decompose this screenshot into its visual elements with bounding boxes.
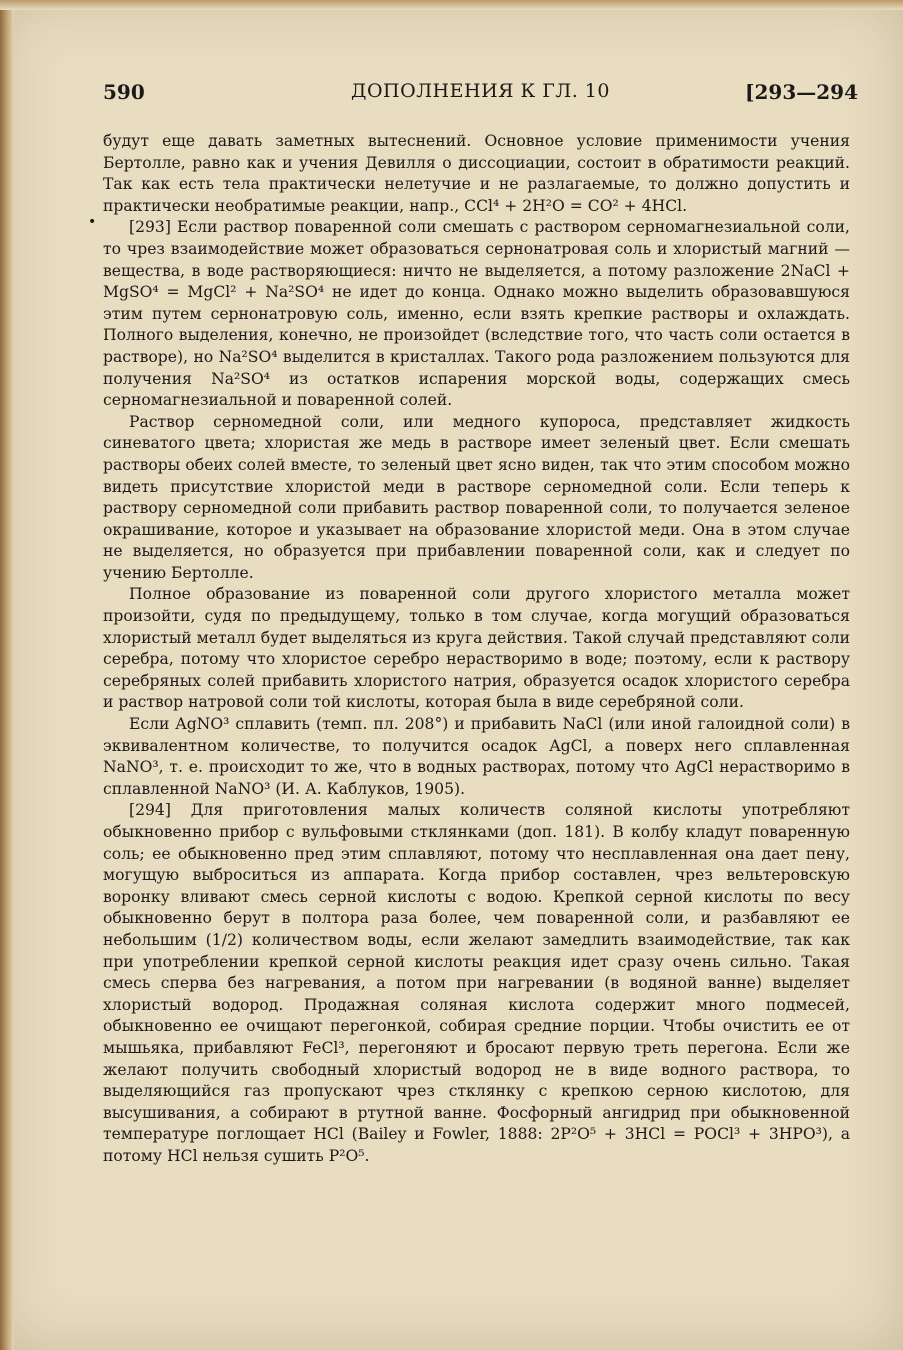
paragraph-silver-salts: Полное образование из поваренной соли другого хлористого металла может произойти, судя по предыдущему, только в том случае, когда могущий образоваться хлористый металл будет выделяться из круга действия. Такой случай представляют соли серебра, потому что хлористое серебро нерастворимо в воде; поэтому, если к раствору серебряных солей прибавить хлористого натрия, образуется осадок хлористого серебра и раствор натровой соли той кислоты, которая была в виде серебряной соли. — [103, 585, 850, 712]
running-header — [103, 80, 858, 110]
page-binding-edge — [0, 0, 14, 1350]
section-reference: [293—294 — [745, 80, 858, 104]
paragraph-continuation: будут еще давать заметных вытеснений. Основное условие применимости учения Бертолле, равно как и учения Девилля о диссоциации, состоит в обратимости реакций. Так как есть тела практически нелетучие и не разлагаемые, то должно допустить и практически необратимые реакции, напр., CCl⁴ + 2H²O = CO² + 4HCl. — [103, 132, 850, 215]
page-top-edge — [0, 0, 903, 10]
page-number: 590 — [103, 80, 145, 104]
margin-mark: • — [88, 214, 97, 230]
paragraph-note-294: [294] Для приготовления малых количеств соляной кислоты употребляют обыкновенно прибор с вульфовыми стклянками (доп. 181). В колбу кладут поваренную соль; ее обыкновенно пред этим сплавляют, потому что несплавленная она дает пену, могущую выброситься из аппарата. Когда прибор составлен, чрез вельтеровскую воронку вливают смесь серной кислоты с водою. Крепкой серной кислоты по весу обыкновенно берут в полтора раза более, чем поваренной соли, и разбавляют ее небольшим (1/2) количеством воды, если желают замедлить взаимодействие, так как при употреблении крепкой серной кислоты реакция идет сразу очень сильно. Такая смесь сперва без нагревания, а потом при нагревании (в водяной ванне) выделяет хлористый водород. Продажная соляная кислота содержит много подмесей, обыкновенно ее очищают перегонкой, собирая средние порции. Чтобы очистить ее от мышьяка, прибавляют FeCl³, перегоняют и бросают первую треть перегона. Если же желают получить свободный хлористый водород не в виде водного раствора, то выделяющийся газ пропускают чрез стклянку с крепкою серною кислотою, для высушивания, а собирают в ртутной ванне. Фосфорный ангидрид при обыкновенной температуре поглощает HCl (Bailey и Fowler, 1888: 2P²O⁵ + 3HCl = POCl³ + 3HPO³), а потому HCl нельзя сушить P²O⁵. — [103, 801, 850, 1165]
paragraph-copper-sulfate: Раствор серномедной соли, или медного купороса, представляет жидкость синеватого цвета; хлористая же медь в растворе имеет зеленый цвет. Если смешать растворы обеих солей вместе, то зеленый цвет ясно виден, так что этим способом можно видеть присутствие хлористой меди в растворе серномедной соли. Если теперь к раствору серномедной соли прибавить раствор поваренной соли, то получается зеленое окрашивание, которое и указывает на образование хлористой меди. Она в этом случае не выделяется, но образуется при прибавлении поваренной соли, как и следует по учению Бертолле. — [103, 412, 850, 582]
paragraph-silver-nitrate: Если AgNO³ сплавить (темп. пл. 208°) и прибавить NaCl (или иной галоидной соли) в эквивалентном количестве, то получится осадок AgCl, а поверх него сплавленная NaNO³, т. е. происходит то же, что в водных растворах, потому что AgCl нерастворимо в сплавленной NaNO³ (И. А. Каблуков, 1905). — [103, 715, 850, 798]
paragraph-note-293: [293] Если раствор поваренной соли смешать с раствором серномагнезиальной соли, то чрез взаимодействие может образоваться сернонатровая соль и хлористый магний — вещества, в воде растворяющиеся: ничто не выделяется, а потому разложение 2NaCl + MgSO⁴ = MgCl² + Na²SO⁴ не идет до конца. Однако можно выделить образовавшуюся этим путем сернонатровую соль, именно, если взять крепкие растворы и охлаждать. Полного выделения, конечно, не произойдет (вследствие того, что часть соли остается в растворе), но Na²SO⁴ выделится в кристаллах. Такого рода разложением пользуются для получения Na²SO⁴ из остатков испарения морской воды, содержащих смесь серномагнезиальной и поваренной солей. — [103, 218, 850, 410]
body-text — [103, 131, 850, 1168]
running-title: ДОПОЛНЕНИЯ К ГЛ. 10 — [351, 80, 610, 102]
